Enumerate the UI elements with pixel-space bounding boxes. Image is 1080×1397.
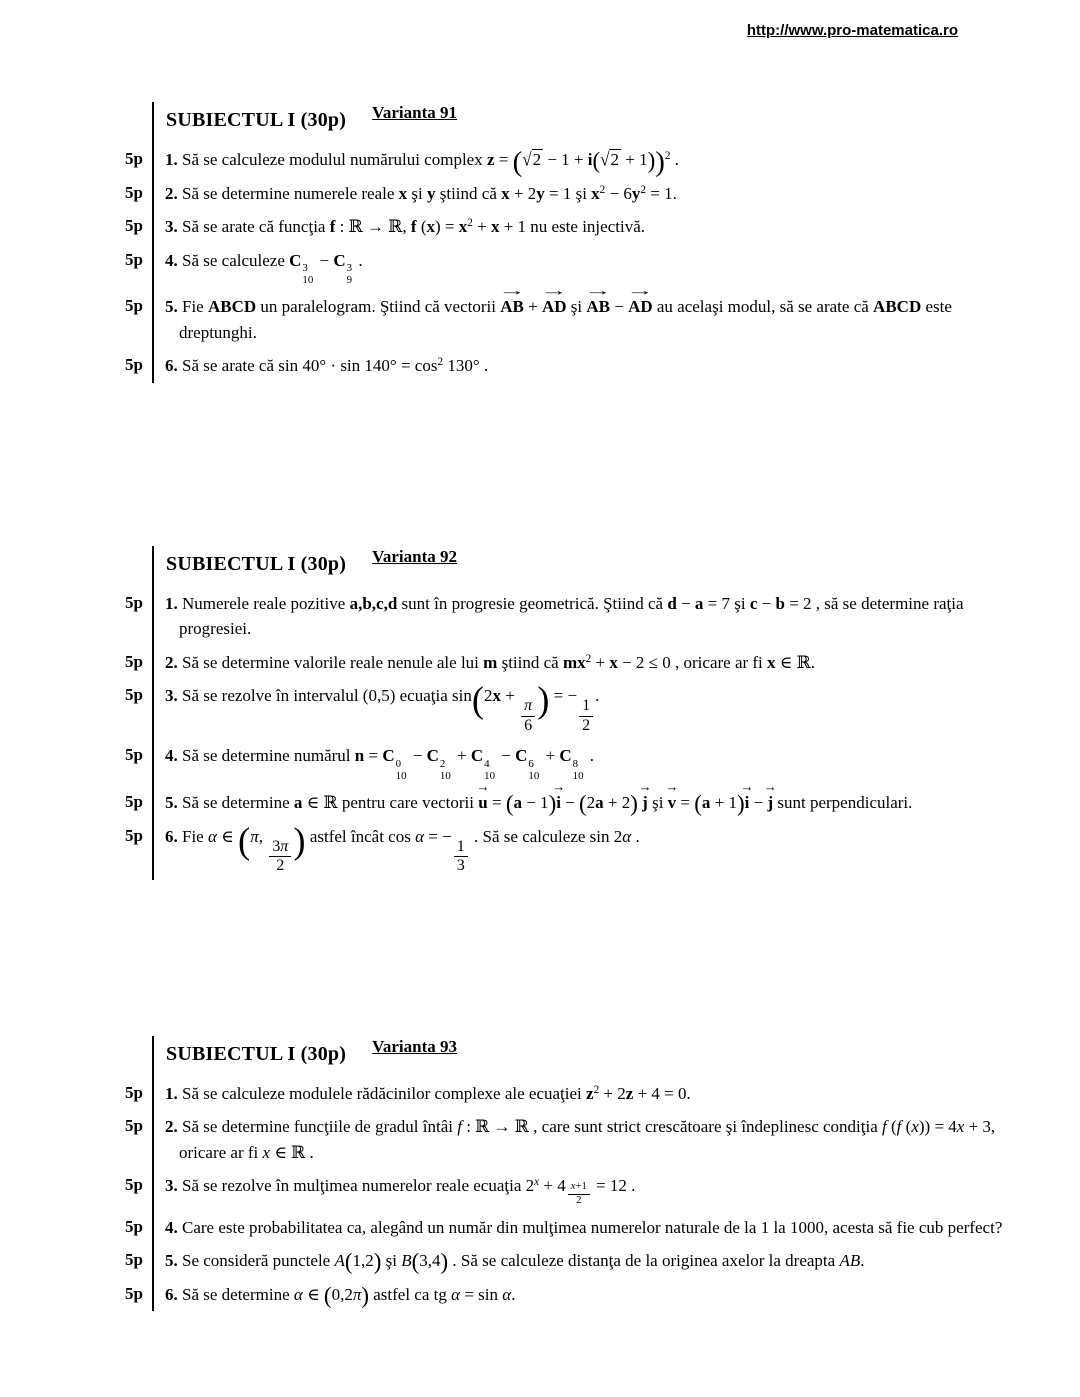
problems-list xyxy=(125,1077,1022,1312)
problem-row xyxy=(125,210,1022,244)
problem-row xyxy=(125,587,1022,646)
problem-text: 2. Să se determine funcţiile de gradul întâi f : ℝ → ℝ , care sunt strict crescătoare şi îndeplinesc condiţia f (f (x)) = 4x + 3, oricare ar fi x ∈ ℝ . xyxy=(152,1110,1011,1169)
points-label: 5p xyxy=(125,651,143,671)
section-title-bar xyxy=(152,546,998,587)
problem-row xyxy=(125,786,1022,820)
problem-text: 6. Să se arate că $\sin 40^\circ \cdot \sin 140^\circ = \cos^2 130^\circ$ . xyxy=(152,349,1011,383)
problem-row xyxy=(125,143,1022,177)
points-spacer xyxy=(125,546,152,552)
problem-text: 1. Numerele reale pozitive a,b,c,d sunt în progresie geometrică. Ştiind că d − a = 7 şi c − b = 2 , să se determine raţia progresiei. xyxy=(152,587,1011,646)
problem-text: 3. Să se rezolve în mulţimea numerelor reale ecuaţia $2^x + 4$ $^{\frac{x+1}{2}}$ = 12 . xyxy=(152,1169,1011,1211)
problem-row xyxy=(125,1211,1022,1245)
points-label: 5p xyxy=(125,296,143,316)
section-title: SUBIECTUL I (30p) xyxy=(166,552,347,575)
problem-row xyxy=(125,1278,1022,1312)
problem-text: 6. Să se determine α ∈ (0,2π) astfel ca tg α = sin α. xyxy=(152,1278,1011,1312)
section-varianta-92 xyxy=(125,546,1022,880)
problem-row xyxy=(125,646,1022,680)
problem-text: 5. Se consideră punctele A(1,2) şi B(3,4) . Să se calculeze distanţa de la originea axelor la dreapta AB. xyxy=(152,1244,1011,1278)
problems-list xyxy=(125,143,1022,383)
points-spacer xyxy=(125,1036,152,1042)
section-title-bar xyxy=(152,1036,998,1077)
problem-text: 2. Să se determine valorile reale nenule ale lui m ştiind că $mx^2 + x - 2 \le 0$ , oricare ar fi x ∈ ℝ. xyxy=(152,646,1011,680)
problem-row xyxy=(125,679,1022,739)
points-label: 5p xyxy=(125,745,143,765)
points-label: 5p xyxy=(125,1082,143,1102)
problem-text: 2. Să se determine numerele reale x şi y ştiind că x + 2y = 1 şi $x^2 - 6y^2 = 1$. xyxy=(152,177,1011,211)
problem-text: 3. Să se rezolve în intervalul (0,5) ecuaţia sin(2x + $\frac{\pi}{6}$ ) = − $\frac{1}{2}$ . xyxy=(152,679,1011,739)
problem-text: 3. Să se arate că funcţia f : ℝ → ℝ, f $(x) = x^2 + x + 1$ nu este injectivă. xyxy=(152,210,1011,244)
problem-row xyxy=(125,290,1022,349)
problem-row xyxy=(125,1244,1022,1278)
problem-text: 5. Fie ABCD un paralelogram. Ştiind că vectorii AB → + AD → şi AB → − AD → au acelaşi modul, să se arate că ABCD este dreptunghi. xyxy=(152,290,1011,349)
points-label: 5p xyxy=(125,355,143,375)
section-title: SUBIECTUL I (30p) xyxy=(166,1042,347,1065)
variant-label: Varianta 91 xyxy=(372,103,457,122)
points-label: 5p xyxy=(125,592,143,612)
problems-list xyxy=(125,587,1022,880)
problem-row xyxy=(125,1110,1022,1169)
problem-text: 4. Să se calculeze C 3 10 − C 3 9 . xyxy=(152,244,1011,291)
section-title-row xyxy=(125,546,1022,587)
points-label: 5p xyxy=(125,1283,143,1303)
problem-text: 5. Să se determine a ∈ ℝ pentru care vectorii u → = (a − 1)i → − (2a + 2) j → şi v → = (a + 1)i → − j → sunt perpendiculari. xyxy=(152,786,1011,820)
points-label: 5p xyxy=(125,1116,143,1136)
points-label: 5p xyxy=(125,792,143,812)
points-label: 5p xyxy=(125,1216,143,1236)
section-title: SUBIECTUL I (30p) xyxy=(166,109,347,131)
section-title-row xyxy=(125,1036,1022,1077)
problem-text: 6. Fie α ∈ (π, $\frac{3\pi}{2}$ ) astfel încât cos α = − $\frac{1}{3}$ . Să se calculeze sin 2α . xyxy=(152,820,1011,880)
points-label: 5p xyxy=(125,1175,143,1195)
section-title-bar xyxy=(152,102,998,143)
section-varianta-91 xyxy=(125,102,1022,383)
problem-text: 1. Să se calculeze modulele rădăcinilor complexe ale ecuaţiei $z^2 + 2z + 4 = 0$. xyxy=(152,1077,1011,1111)
problem-text: 1. Să se calculeze modulul numărului complex $z = (√2 - 1 + i(√2 + 1))^2$ . xyxy=(152,143,1011,177)
points-label: 5p xyxy=(125,685,143,705)
points-label: 5p xyxy=(125,1250,143,1270)
points-label: 5p xyxy=(125,149,143,168)
site-url-link[interactable]: http://www.pro-matematica.ro xyxy=(746,22,958,39)
section-varianta-93 xyxy=(125,1036,1022,1312)
points-spacer xyxy=(125,102,152,108)
page-header xyxy=(0,0,1080,40)
variant-label: Varianta 92 xyxy=(372,546,457,566)
points-label: 5p xyxy=(125,216,143,235)
points-label: 5p xyxy=(125,825,143,845)
points-label: 5p xyxy=(125,249,143,269)
problem-row xyxy=(125,739,1022,786)
problem-row xyxy=(125,1077,1022,1111)
section-title-row xyxy=(125,102,1022,143)
problem-row xyxy=(125,244,1022,291)
problem-row xyxy=(125,1169,1022,1211)
problem-row xyxy=(125,177,1022,211)
problem-row xyxy=(125,820,1022,880)
problem-row xyxy=(125,349,1022,383)
points-label: 5p xyxy=(125,182,143,202)
problem-text: 4. Care este probabilitatea ca, alegând un număr din mulţimea numerelor naturale de la 1 la 1000, acesta să fie cub perfect? xyxy=(152,1211,1011,1245)
problem-text: 4. Să se determine numărul n = C 0 10 − C 2 10 + C 4 10 − C 6 10 + C 8 10 . xyxy=(152,739,1011,786)
variant-label: Varianta 93 xyxy=(372,1036,457,1056)
